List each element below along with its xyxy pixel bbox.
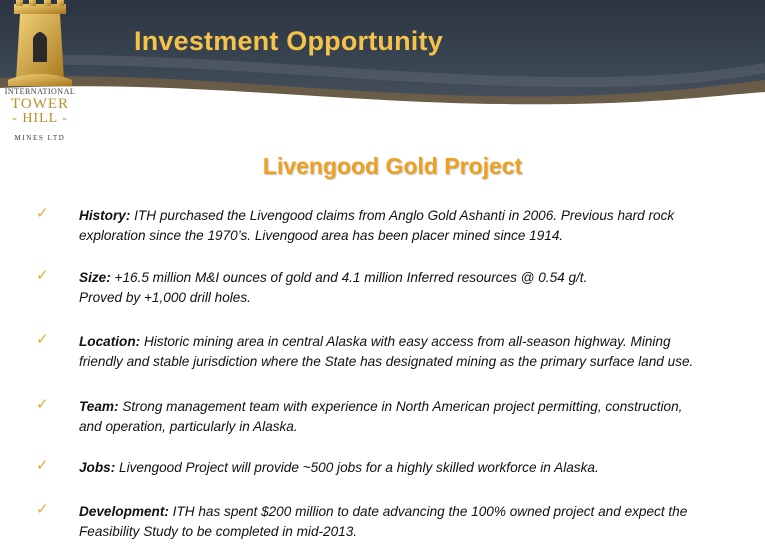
bullet-body: ITH purchased the Livengood claims from Anglo Gold Ashanti in 2006. Previous hard rock	[130, 208, 675, 223]
bullet-label: Size:	[79, 270, 111, 285]
checkmark-icon: ✓	[36, 205, 49, 222]
slide-title: Investment Opportunity	[134, 26, 443, 56]
logo-text-hill: - HILL -	[12, 111, 68, 126]
bullet-label: Jobs:	[79, 460, 116, 475]
project-title: Livengood Gold Project	[262, 153, 523, 179]
bullet-text	[79, 268, 763, 308]
bullet-body-2: friendly and stable jurisdiction where the State has designated mining as the primary surface land use.	[79, 354, 694, 369]
bullet-text	[79, 502, 763, 542]
bullet-label: Location:	[79, 334, 141, 349]
logo-text-tower: TOWER	[10, 96, 70, 112]
bullet-text	[79, 397, 763, 437]
checkmark-icon: ✓	[36, 267, 49, 284]
bullet-body-2: Feasibility Study to be completed in mid-2013.	[79, 524, 358, 539]
bullet-body: +16.5 million M&I ounces of gold and 4.1 million Inferred resources @ 0.54 g/t.	[110, 270, 588, 285]
bullet-body: Livengood Project will provide ~500 jobs for a highly skilled workforce in Alaska.	[115, 460, 599, 475]
checkmark-icon: ✓	[36, 331, 49, 348]
header-banner	[0, 0, 765, 118]
bullet-label: Development:	[79, 504, 169, 519]
checkmark-icon: ✓	[36, 457, 49, 474]
bullet-body-2: and operation, particularly in Alaska.	[79, 419, 298, 434]
tower-icon	[8, 0, 72, 86]
bullet-text	[79, 206, 763, 246]
bullet-body-2: Proved by +1,000 drill holes.	[79, 290, 251, 305]
checkmark-icon: ✓	[36, 501, 49, 518]
bullet-label: Team:	[79, 399, 119, 414]
bullet-label: History:	[79, 208, 131, 223]
company-logo	[0, 0, 80, 148]
bullet-body-2: exploration since the 1970’s. Livengood area has been placer mined since 1914.	[79, 228, 564, 243]
bullet-text	[79, 458, 763, 478]
header-swoosh	[0, 0, 765, 118]
bullet-body: Strong management team with experience in North American project permitting, construction,	[118, 399, 683, 414]
bullet-body: ITH has spent $200 million to date advancing the 100% owned project and expect the	[168, 504, 688, 519]
bullet-body: Historic mining area in central Alaska with easy access from all-season highway. Mining	[140, 334, 671, 349]
logo-text-mines: MINES LTD	[14, 134, 66, 142]
bullet-text	[79, 332, 763, 372]
checkmark-icon: ✓	[36, 396, 49, 413]
logo-text-international: INTERNATIONAL	[4, 87, 76, 96]
